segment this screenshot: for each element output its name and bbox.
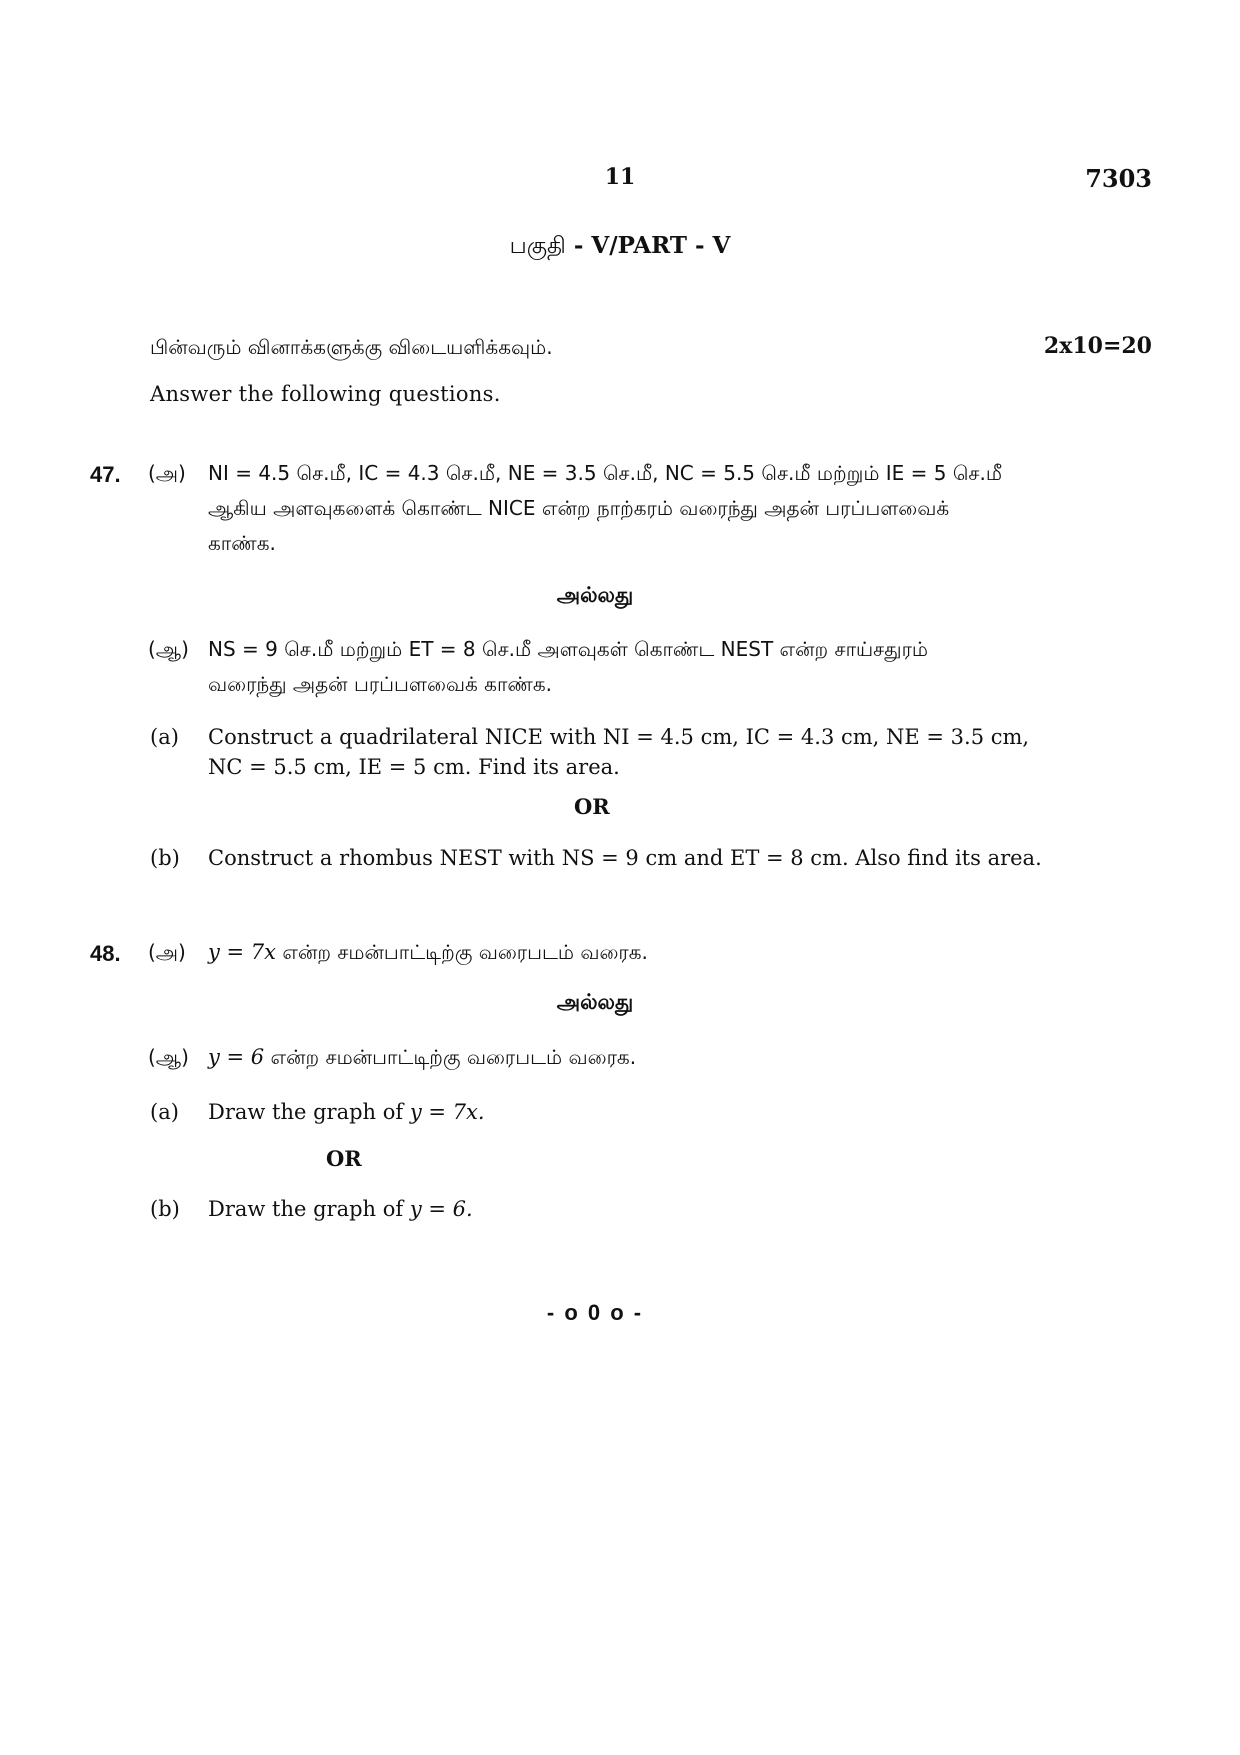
instruction-tamil: பின்வரும் வினாக்களுக்கு விடையளிக்கவும். [150, 335, 553, 359]
q48-a-ta-text: என்ற சமன்பாட்டிற்கு வரைபடம் வரைக. [276, 940, 648, 964]
q47-a-ta-line2: ஆகிய அளவுகளைக் கொண்ட NICE என்ற நாற்கரம் வரைந்து அதன் பரப்பளவைக் [208, 496, 950, 520]
q48-option-a-label-tamil: (அ) [148, 940, 186, 964]
q47-a-en-line2: NC = 5.5 cm, IE = 5 cm. Find its area. [208, 755, 620, 779]
q47-option-a-english [208, 722, 1098, 782]
q47-option-a-label-tamil: (அ) [148, 461, 186, 485]
q48-b-equation: y = 6 [208, 1045, 265, 1069]
q47-option-b-label-english: (b) [150, 846, 180, 870]
q48-b-en-text: Draw the graph of [208, 1197, 410, 1221]
part-title-tamil: பகுதி [509, 233, 566, 259]
q47-option-b-english: Construct a rhombus NEST with NS = 9 cm and ET = 8 cm. Also find its area. [208, 846, 1042, 870]
q47-b-ta-line2: வரைந்து அதன் பரப்பளவைக் காண்க. [208, 672, 553, 696]
page-number: 11 [604, 164, 636, 190]
q48-or-tamil: அல்லது [556, 990, 634, 1014]
part-title [0, 232, 1240, 262]
q48-or-english: OR [326, 1146, 362, 1171]
q47-or-english: OR [574, 794, 610, 819]
q47-a-ta-line1: NI = 4.5 செ.மீ, IC = 4.3 செ.மீ, NE = 3.5 செ.மீ, NC = 5.5 செ.மீ மற்றும் IE = 5 செ.மீ [208, 461, 1003, 485]
q48-option-b-label-tamil: (ஆ) [148, 1045, 189, 1069]
q48-option-b-label-english: (b) [150, 1197, 180, 1221]
q47-option-b-label-tamil: (ஆ) [148, 637, 189, 661]
q48-b-ta-text: என்ற சமன்பாட்டிற்கு வரைபடம் வரைக. [264, 1045, 637, 1069]
q47-a-en-line1: Construct a quadrilateral NICE with NI = 4.5 cm, IC = 4.3 cm, NE = 3.5 cm, [208, 725, 1030, 749]
q48-a-en-equation: y = 7x. [409, 1100, 485, 1124]
q48-option-b-tamil [208, 1040, 1098, 1075]
q48-option-a-label-english: (a) [150, 1100, 179, 1124]
paper-code: 7303 [1085, 164, 1152, 193]
question-number-47: 47. [90, 462, 121, 487]
part-title-english: - V/PART - V [565, 232, 731, 259]
q48-a-en-text: Draw the graph of [208, 1100, 410, 1124]
q48-option-a-english [208, 1097, 1098, 1127]
q47-b-ta-line1: NS = 9 செ.மீ மற்றும் ET = 8 செ.மீ அளவுகள் கொண்ட NEST என்ற சாய்சதுரம் [208, 637, 929, 661]
q48-a-equation: y = 7x [208, 940, 277, 964]
end-of-paper-mark: - o 0 o - [546, 1300, 644, 1325]
q47-or-tamil: அல்லது [556, 583, 634, 607]
q47-option-b-tamil [208, 632, 1098, 702]
instruction-english: Answer the following questions. [150, 382, 501, 406]
q47-option-a-label-english: (a) [150, 725, 179, 749]
q48-b-en-equation: y = 6. [409, 1197, 473, 1221]
q47-a-ta-line3: காண்க. [208, 531, 276, 555]
marks-allocation: 2x10=20 [1043, 333, 1152, 359]
q48-option-a-tamil [208, 935, 1098, 970]
q47-option-a-tamil [208, 456, 1098, 561]
q48-option-b-english [208, 1194, 1098, 1224]
question-number-48: 48. [90, 941, 121, 966]
